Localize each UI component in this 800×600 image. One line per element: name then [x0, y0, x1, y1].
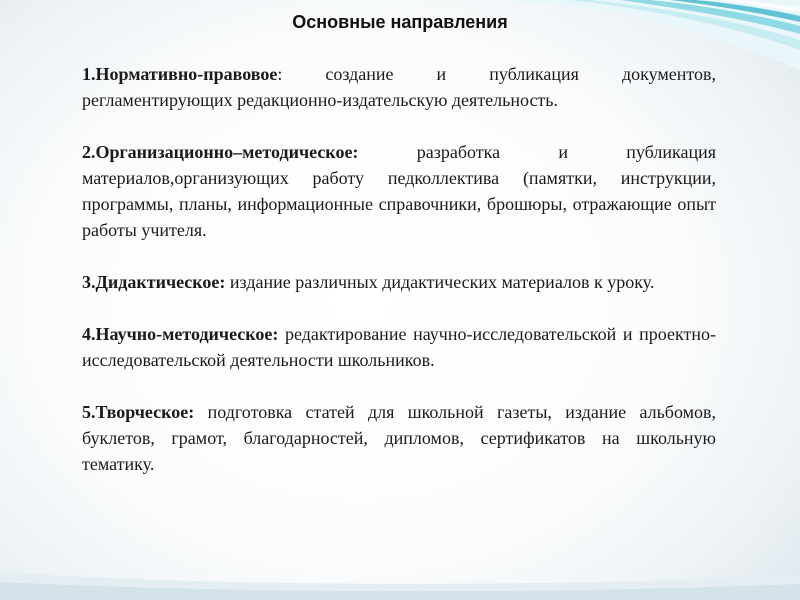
direction-separator: : — [277, 64, 283, 84]
direction-heading: 1.Нормативно-правовое — [82, 64, 278, 84]
direction-item-5 — [82, 399, 716, 477]
direction-text: редактирование научно-исследовательской и проектно-исследовательской деятельности школьников. — [82, 324, 716, 370]
slide-title: Основные направления — [292, 12, 508, 32]
direction-heading: 3.Дидактическое: — [82, 272, 226, 292]
direction-heading: 5.Творческое: — [82, 402, 195, 422]
direction-text: подготовка статей для школьной газеты, издание альбомов, буклетов, грамот, благодарностей, дипломов, сертификатов на школьную тематику. — [82, 402, 716, 474]
direction-item-1 — [82, 61, 716, 113]
direction-item-3 — [82, 269, 716, 295]
decorative-bottom-band — [0, 566, 800, 600]
direction-item-2 — [82, 139, 716, 243]
directions-list — [82, 61, 716, 503]
direction-text: создание и публикация документов, регламентирующих редакционно-издательскую деятельность. — [82, 64, 716, 110]
direction-item-4 — [82, 321, 716, 373]
direction-text: разработка и публикация материалов,организующих работу педколлектива (памятки, инструкции, программы, планы, информационные справочники, брошюры, отражающие опыт работы учителя. — [82, 142, 716, 240]
direction-heading: 4.Научно-методическое: — [82, 324, 279, 344]
direction-text: издание различных дидактических материалов к уроку. — [225, 272, 655, 292]
decorative-swoosh — [500, 0, 800, 70]
direction-heading: 2.Организационно–методическое: — [82, 142, 359, 162]
